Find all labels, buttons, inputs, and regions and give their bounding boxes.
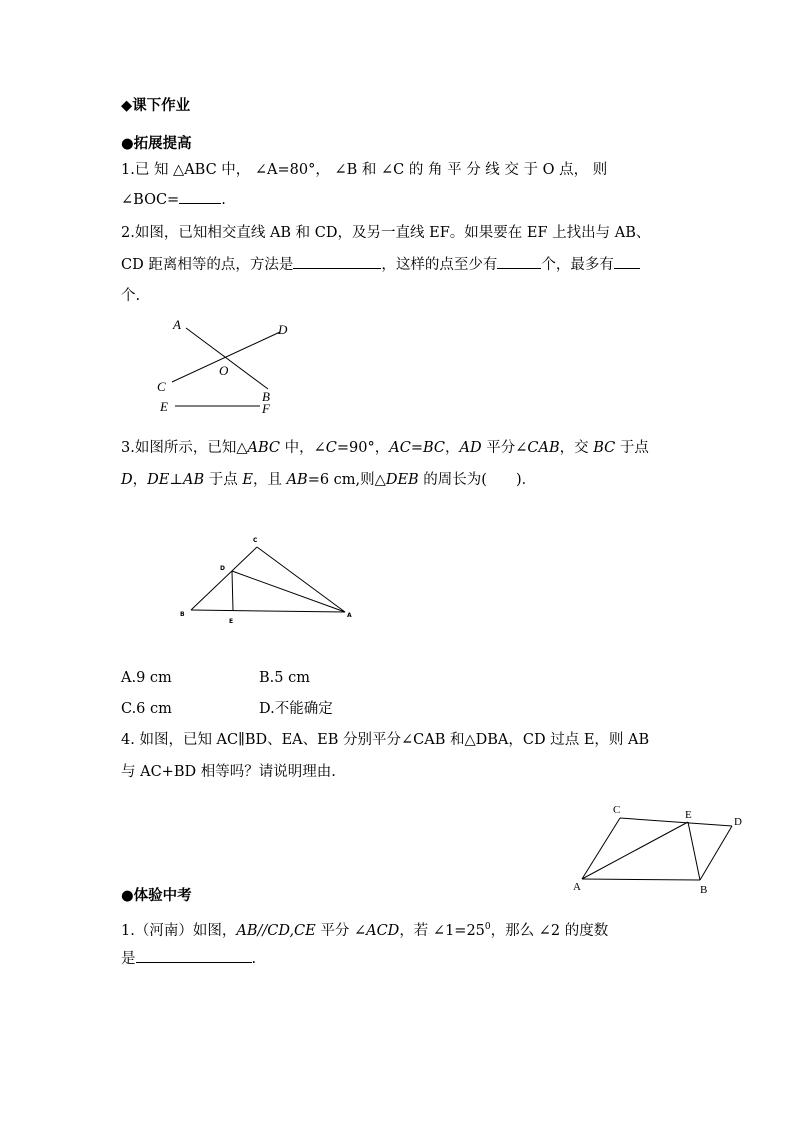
q1-line2: ∠BOC= . xyxy=(121,189,226,210)
subsection-title-exam: ●体验中考 xyxy=(121,888,192,904)
fig1-label-e: E xyxy=(160,399,168,414)
fig2-label-c: C xyxy=(253,537,258,544)
q3-option-a[interactable]: A.9 cm xyxy=(121,670,172,686)
fig2-label-e: E xyxy=(229,618,234,625)
q2-line1: 2.如图，已知相交直线 AB 和 CD，及另一直线 EF。如果要在 EF 上找出与 AB、 xyxy=(121,225,651,241)
q1-line1: 1.已 知 △ABC 中， ∠A=80°， ∠B 和 ∠C 的 角 平 分 线 交 于 O 点， 则 xyxy=(121,162,608,178)
section-title: ◆课下作业 xyxy=(121,98,191,114)
q5-line1: 1.（河南）如图，AB//CD,CE 平分 ∠ACD，若 $\angle 1=25^0$，那么 ∠2 的度数 xyxy=(121,922,609,939)
fig1-label-d: D xyxy=(278,322,288,337)
q5-line2: 是 . xyxy=(121,948,256,969)
q2-line2: CD 距离相等的点，方法是 ，这样的点至少有 个，最多有 xyxy=(121,254,640,275)
q2-line3: 个. xyxy=(121,288,141,304)
fig3-label-e: E xyxy=(685,809,692,821)
fig3-label-a: A xyxy=(573,881,581,893)
segment-ae xyxy=(582,822,688,879)
fig1-label-a: A xyxy=(173,317,181,332)
segment-ca xyxy=(582,818,620,879)
q3-line1: 3.如图所示，已知△ABC 中，∠C=90°，AC=BC，AD 平分∠CAB，交 BC 于点 xyxy=(121,440,649,456)
fig1-label-o: O xyxy=(219,363,229,378)
fig1-label-b: B xyxy=(262,389,270,404)
q4-line2: 与 AC+BD 相等吗？请说明理由. xyxy=(121,764,336,780)
q4-line1: 4. 如图，已知 AC∥BD、EA、EB 分别平分∠CAB 和△DBA，CD 过点 E，则 AB xyxy=(121,732,650,748)
fig3-label-b: B xyxy=(700,884,708,896)
fig3-label-c: C xyxy=(613,804,621,816)
fig2-label-b: B xyxy=(180,611,185,618)
fig3-label-d: D xyxy=(734,816,742,828)
segment-cd xyxy=(620,818,732,826)
q3-option-c[interactable]: C.6 cm xyxy=(121,701,172,717)
q3-option-b[interactable]: B.5 cm xyxy=(259,670,310,686)
fig1-label-c: C xyxy=(157,379,166,394)
q3-option-d[interactable]: D.不能确定 xyxy=(259,701,333,717)
subsection-title-extension: ●拓展提高 xyxy=(121,136,192,152)
segment-bd xyxy=(700,826,732,880)
fig1-label-f: F xyxy=(262,401,270,416)
q1-angle-boc: ∠BOC= xyxy=(121,192,180,208)
q5-answer-blank[interactable] xyxy=(136,948,252,963)
fig2-label-a: A xyxy=(347,612,352,619)
fig2-label-d: D xyxy=(220,565,225,572)
segment-ab xyxy=(582,879,700,880)
q3-line2: D，DE⊥AB 于点 E，且 AB=6 cm,则△DEB 的周长为( )． xyxy=(121,472,537,488)
segment-eb xyxy=(688,822,700,880)
